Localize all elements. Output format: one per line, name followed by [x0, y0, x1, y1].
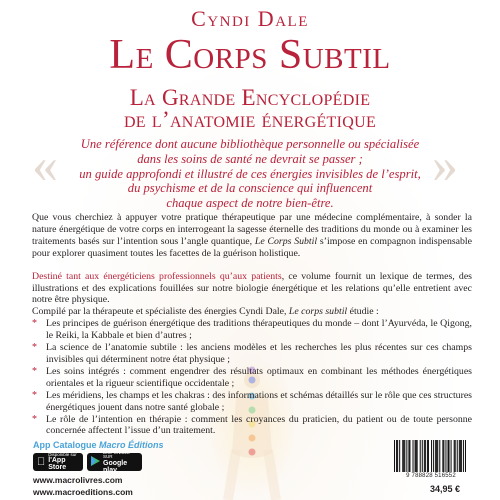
book-title-inline: Le corps subtil [288, 306, 348, 318]
topics-list [32, 318, 472, 437]
pitch-line: chaque aspect de notre bien-être. [166, 196, 334, 211]
price-label: 34,95 € [429, 484, 461, 494]
audience-highlight: Destiné tant aux énergéticiens professionnels qu’aux patients [32, 270, 282, 282]
author-name: Cyndi Dale [191, 6, 309, 31]
app-catalogue-label: App Catalogue Macro Éditions [33, 440, 164, 450]
pitch-line: du psychisme et de la conscience qui influencent [127, 181, 373, 196]
description-body [32, 212, 472, 437]
paragraph-compiled: Compilé par la thérapeute et spécialiste des énergies Cyndi Dale, Le corps subtil étudie : [32, 306, 379, 318]
barcode-number: 9 788828 516552 [406, 473, 456, 479]
website-link[interactable]: www.macrolivres.com [33, 475, 123, 485]
star-bullet-icon: * [32, 389, 37, 401]
google-play-icon [91, 456, 100, 469]
app-store-badge[interactable]: Disponible sur l'App Store [33, 453, 83, 471]
list-item: * La science de l’anatomie subtile : les anciens modèles et les recherches les plus récentes sur ces champs invisibles qui déterminent notre état physique ; [32, 342, 472, 365]
list-item: * Le rôle de l’intention en thérapie : comment les croyances du praticien, du patient ou de toute personne concernée affectent l’issue d’un traitement. [32, 413, 472, 437]
website-link[interactable]: www.macroeditions.com [33, 487, 133, 497]
book-title-inline: Le Corps Subtil [254, 235, 318, 247]
star-bullet-icon: * [32, 365, 37, 377]
closing-quote-mark: » [432, 137, 458, 194]
pitch-line: dans les soins de santé ne devrait se passer ; [137, 151, 363, 166]
list-item: * Les soins intégrés : comment engendrer des résultats optimaux en combinant les méthodes énergétiques orientales et la rigueur scientifique occidentale ; [32, 365, 472, 389]
star-bullet-icon: * [32, 413, 37, 425]
list-item: * Les principes de guérison énergétique des traditions thérapeutiques du monde – dont l’Ayurvéda, le Qigong, le Reiki, la Kabbale et bien d’autres ; [32, 318, 472, 342]
apple-icon [37, 457, 45, 468]
star-bullet-icon: * [32, 342, 37, 354]
pitch-line: un guide approfondi et illustré de ces énergies invisibles de l’esprit, [79, 166, 421, 181]
star-bullet-icon: * [32, 318, 37, 330]
subtitle-line-1: La Grande Encyclopédie [129, 85, 371, 110]
book-title: Le Corps Subtil [109, 32, 391, 78]
pitch-line: Une référence dont aucune bibliothèque personnelle ou spécialisée [80, 137, 420, 151]
pitch-quote [70, 137, 430, 211]
list-item: * Les méridiens, les champs et les chakras : des informations et schémas détaillés sur le rôle que ces structures énergétiques jouent dans notre santé globale ; [32, 389, 472, 413]
google-play-badge[interactable]: DISPONIBLE SUR Google play [87, 453, 142, 471]
paragraph-audience: Destiné tant aux énergéticiens professionnels qu’aux patients, ce volume fournit un lexique de termes, des illustrations et des explications fouillées sur notre biologie énergétique et les relations qu’elle entretient avec notre être physique. [32, 270, 472, 306]
subtitle-line-2: de l’anatomie énergétique [123, 107, 377, 132]
opening-quote-mark: « [32, 137, 58, 194]
paragraph-intro: Que vous cherchiez à appuyer votre pratique thérapeutique par une médecine complémentaire, à sonder la nature énergétique de votre corps en interrogeant la sagesse éternelle des traditions du monde ou à examiner les traitements basés sur l’intention sous l’angle quantique, Le Corps Subtil s’impose en compagnon indispensable pour explorer quasiment toutes les facettes de la guérison holistique. [32, 212, 472, 259]
